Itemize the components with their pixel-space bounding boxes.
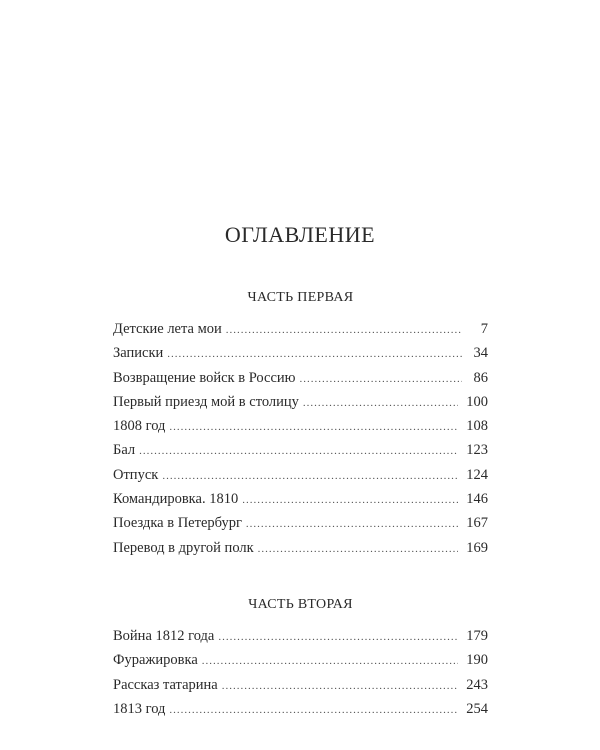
entry-page: 190 bbox=[466, 652, 488, 669]
entry-page: 124 bbox=[466, 466, 488, 483]
toc-entry[interactable] bbox=[113, 390, 488, 414]
dot-leader bbox=[218, 625, 458, 649]
part-heading: ЧАСТЬ ВТОРАЯ bbox=[248, 597, 353, 612]
dot-leader bbox=[169, 698, 458, 722]
dot-leader bbox=[246, 512, 458, 536]
dot-leader bbox=[169, 415, 458, 439]
entry-page: 254 bbox=[466, 700, 488, 717]
dot-leader bbox=[139, 439, 458, 463]
entry-page: 86 bbox=[473, 369, 488, 386]
part-two bbox=[113, 595, 488, 721]
entry-page: 179 bbox=[466, 628, 488, 644]
entry-page: 167 bbox=[466, 515, 488, 532]
entry-title: 1808 год bbox=[113, 418, 166, 435]
part-one bbox=[113, 288, 488, 560]
dot-leader bbox=[258, 537, 459, 561]
entry-title: Первый приезд мой в столицу bbox=[113, 393, 299, 410]
entry-title: Бал bbox=[113, 442, 136, 459]
entry-title: Детские лета мои bbox=[113, 321, 222, 337]
dot-leader bbox=[299, 367, 462, 391]
entry-title: Командировка. 1810 bbox=[113, 491, 239, 508]
entry-page: 108 bbox=[466, 418, 488, 435]
entry-title: 1813 год bbox=[113, 700, 166, 717]
toc-entry[interactable] bbox=[113, 624, 488, 648]
dot-leader bbox=[226, 318, 462, 342]
dot-leader bbox=[242, 488, 458, 512]
dot-leader bbox=[202, 649, 458, 673]
entry-page: 100 bbox=[466, 393, 488, 410]
dot-leader bbox=[222, 674, 459, 698]
toc-entry[interactable] bbox=[113, 317, 488, 341]
entry-title: Перевод в другой полк bbox=[113, 539, 254, 556]
toc-entry[interactable] bbox=[113, 366, 488, 390]
page-title: ОГЛАВЛЕНИЕ bbox=[224, 222, 376, 247]
entry-title: Война 1812 года bbox=[113, 628, 215, 644]
toc-entry[interactable] bbox=[113, 536, 488, 560]
entry-page: 169 bbox=[466, 539, 488, 556]
toc-entry[interactable] bbox=[113, 438, 488, 462]
toc-entry[interactable] bbox=[113, 463, 488, 487]
dot-leader bbox=[303, 391, 458, 415]
toc-entry[interactable] bbox=[113, 341, 488, 365]
entry-page: 7 bbox=[480, 321, 488, 337]
entry-title: Записки bbox=[113, 345, 164, 362]
entry-page: 34 bbox=[473, 345, 488, 362]
toc-entry[interactable] bbox=[113, 487, 488, 511]
toc-entry[interactable] bbox=[113, 697, 488, 721]
toc-entry[interactable] bbox=[113, 511, 488, 535]
dot-leader bbox=[162, 464, 458, 488]
entry-title: Возвращение войск в Россию bbox=[113, 369, 296, 386]
toc-entry[interactable] bbox=[113, 414, 488, 438]
entry-page: 243 bbox=[466, 676, 488, 693]
entry-title: Отпуск bbox=[113, 466, 159, 483]
toc-entry[interactable] bbox=[113, 648, 488, 672]
entry-page: 123 bbox=[466, 442, 488, 459]
toc-entry[interactable] bbox=[113, 673, 488, 697]
entry-title: Поездка в Петербург bbox=[113, 515, 242, 532]
dot-leader bbox=[167, 342, 462, 366]
entry-page: 146 bbox=[466, 491, 488, 508]
part-heading: ЧАСТЬ ПЕРВАЯ bbox=[247, 290, 354, 305]
entry-title: Рассказ татарина bbox=[113, 676, 218, 693]
entry-title: Фуражировка bbox=[113, 652, 198, 669]
